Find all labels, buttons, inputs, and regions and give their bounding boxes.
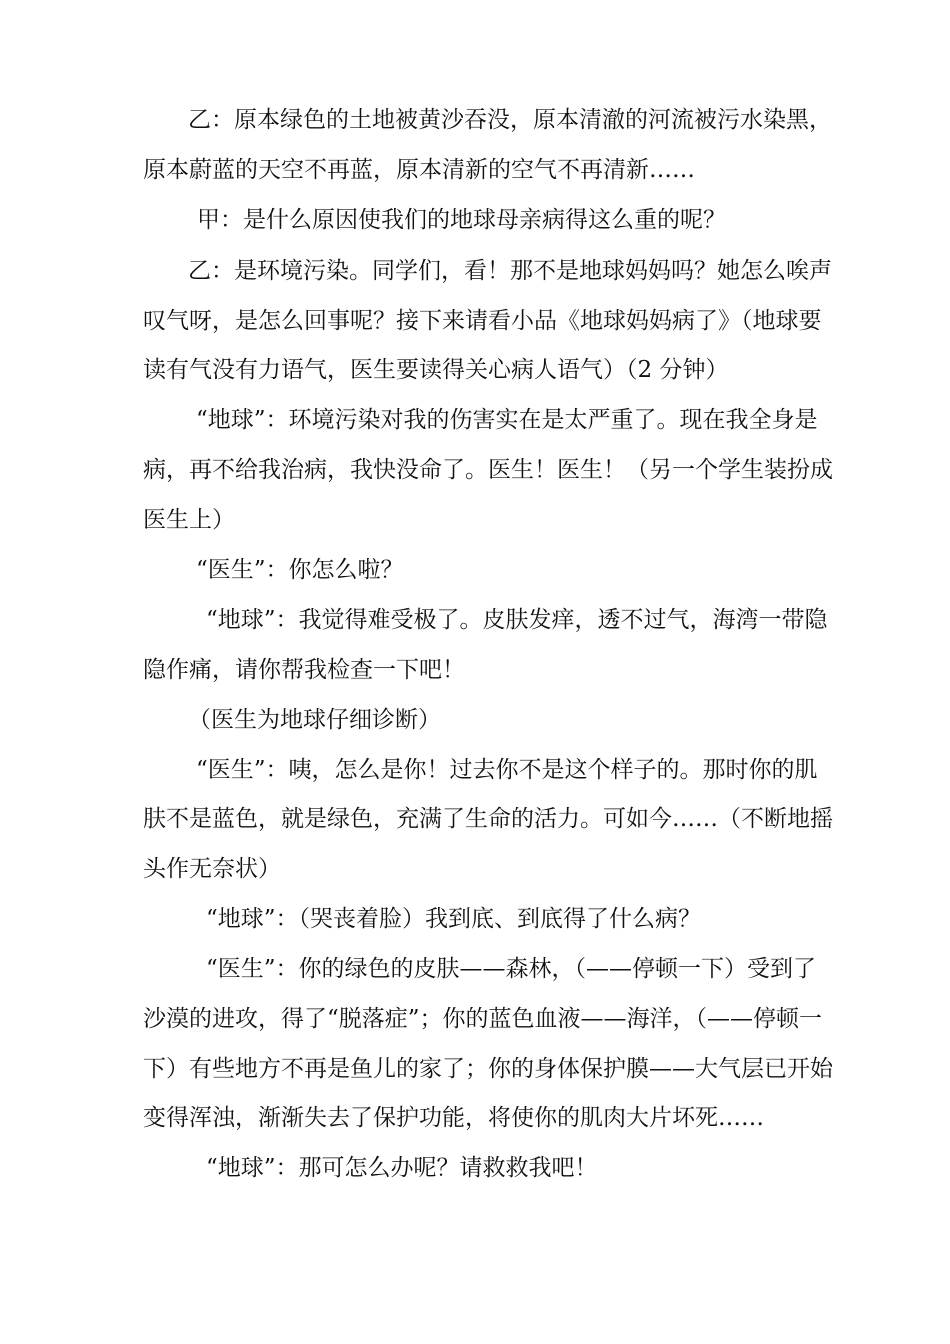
text-line: 变得浑浊，渐渐失去了保护功能，将使你的肌肉大片坏死……: [143, 1105, 764, 1131]
text-line: 原本蔚蓝的天空不再蓝，原本清新的空气不再清新……: [143, 157, 695, 183]
text-line: “地球”：我觉得难受极了。皮肤发痒，透不过气，海湾一带隐: [206, 607, 828, 633]
text-line: 叹气呀，是怎么回事呢？接下来请看小品《地球妈妈病了》（地球要: [143, 308, 822, 334]
text-line: 乙：是环境污染。同学们，看！那不是地球妈妈吗？她怎么唉声: [188, 258, 832, 284]
text-line: “地球”：那可怎么办呢？请救救我吧！: [206, 1155, 598, 1181]
text-line: 肤不是蓝色，就是绿色，充满了生命的活力。可如今……（不断地摇: [143, 806, 833, 832]
text-line: （医生为地球仔细诊断）: [188, 707, 441, 733]
text-line: 甲：是什么原因使我们的地球母亲病得这么重的呢？: [197, 207, 726, 233]
text-line: “地球”：（哭丧着脸）我到底、到底得了什么病？: [206, 906, 702, 932]
text-line: “医生”：你怎么啦？: [196, 557, 404, 583]
text-line: 头作无奈状）: [143, 856, 281, 882]
text-line: 医生上）: [143, 507, 235, 533]
text-line: 乙：原本绿色的土地被黄沙吞没，原本清澈的河流被污水染黑，: [188, 107, 832, 133]
text-line: 病，再不给我治病，我快没命了。医生！医生！（另一个学生装扮成: [143, 457, 833, 483]
text-line: 隐作痛，请你帮我检查一下吧！: [143, 657, 465, 683]
text-line: “医生”：你的绿色的皮肤——森林，（——停顿一下）受到了: [206, 956, 817, 982]
text-line: “地球”：环境污染对我的伤害实在是太严重了。现在我全身是: [196, 407, 818, 433]
text-line: 读有气没有力语气，医生要读得关心病人语气）（2 分钟）: [143, 357, 729, 383]
text-line: 下）有些地方不再是鱼儿的家了；你的身体保护膜——大气层已开始: [143, 1056, 833, 1082]
text-line: “医生”：咦，怎么是你！过去你不是这个样子的。那时你的肌: [196, 757, 818, 783]
text-line: 沙漠的进攻，得了“脱落症”；你的蓝色血液——海洋，（——停顿一: [143, 1006, 823, 1032]
